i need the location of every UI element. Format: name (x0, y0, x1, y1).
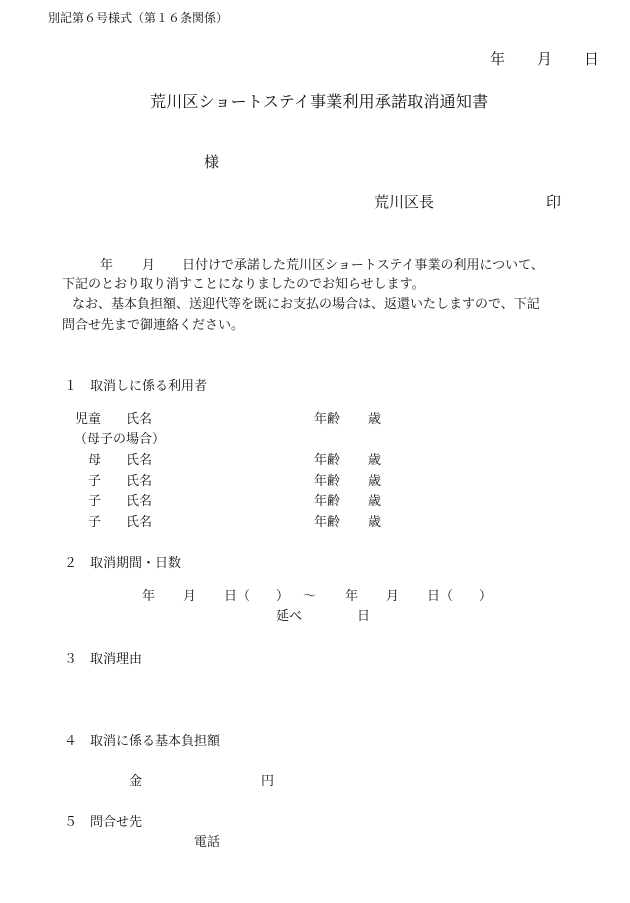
row-name-label: 氏名 (126, 515, 153, 530)
period-end-day: 日（ (427, 589, 454, 604)
body-line-2: 下記のとおり取り消すことになりましたのでお知らせします。 (62, 277, 425, 292)
section-1-heading: 取消しに係る利用者 (90, 379, 208, 394)
period-start-year: 年 (142, 589, 156, 604)
amount-unit: 円 (261, 774, 275, 789)
period-end-year: 年 (345, 589, 359, 604)
body-line-3: なお、基本負担額、送迎代等を既にお支払の場合は、返還いたしますので、下記 (72, 297, 540, 312)
amount-prefix: 金 (129, 774, 143, 789)
period-end-close: ） (479, 589, 493, 604)
period-tilde: ～ (303, 589, 317, 604)
section-5-number: ５ (64, 815, 78, 830)
document-title: 荒川区ショートステイ事業利用承諾取消通知書 (150, 92, 489, 111)
row-relation: 子 (88, 494, 102, 509)
period-start-day: 日（ (224, 589, 251, 604)
section-2-number: ２ (64, 556, 78, 571)
row-age-unit: 歳 (368, 474, 382, 489)
child-label: 児童 (75, 412, 102, 427)
date-year-label: 年 (490, 50, 506, 68)
row-age-label: 年齢 (314, 474, 341, 489)
row-age-unit: 歳 (368, 494, 382, 509)
row-age-label: 年齢 (314, 494, 341, 509)
period-start-close: ） (276, 589, 290, 604)
body-year-label: 年 (100, 258, 114, 273)
recipient-suffix: 様 (204, 153, 220, 171)
form-number: 別記第６号様式（第１６条関係） (48, 11, 229, 25)
child-age-label: 年齢 (314, 412, 341, 427)
row-age-label: 年齢 (314, 453, 341, 468)
child-name-label: 氏名 (126, 412, 153, 427)
sender-name: 荒川区長 (374, 193, 435, 211)
row-relation: 母 (88, 453, 102, 468)
total-days-label: 延べ (276, 609, 303, 624)
row-name-label: 氏名 (126, 453, 153, 468)
total-days-unit: 日 (357, 609, 371, 624)
phone-label: 電話 (194, 835, 221, 850)
date-day-label: 日 (584, 50, 600, 68)
row-name-label: 氏名 (126, 494, 153, 509)
section-4-number: ４ (64, 734, 78, 749)
section-5-heading: 問合せ先 (90, 815, 143, 830)
row-relation: 子 (88, 515, 102, 530)
section-3-heading: 取消理由 (90, 652, 143, 667)
mother-child-note: （母子の場合） (74, 432, 166, 447)
body-line-4: 問合せ先まで御連絡ください。 (62, 318, 245, 333)
period-end-month: 月 (386, 589, 400, 604)
child-age-unit: 歳 (368, 412, 382, 427)
row-relation: 子 (88, 474, 102, 489)
section-2-heading: 取消期間・日数 (90, 556, 182, 571)
date-month-label: 月 (537, 50, 553, 68)
row-age-unit: 歳 (368, 515, 382, 530)
row-age-label: 年齢 (314, 515, 341, 530)
section-3-number: ３ (64, 652, 78, 667)
row-age-unit: 歳 (368, 453, 382, 468)
period-start-month: 月 (183, 589, 197, 604)
body-month-label: 月 (142, 258, 156, 273)
section-1-number: １ (64, 379, 78, 394)
body-line-1: 日付けで承諾した荒川区ショートステイ事業の利用について、 (182, 258, 544, 273)
section-4-heading: 取消に係る基本負担額 (90, 734, 221, 749)
row-name-label: 氏名 (126, 474, 153, 489)
sender-seal: 印 (546, 193, 562, 211)
